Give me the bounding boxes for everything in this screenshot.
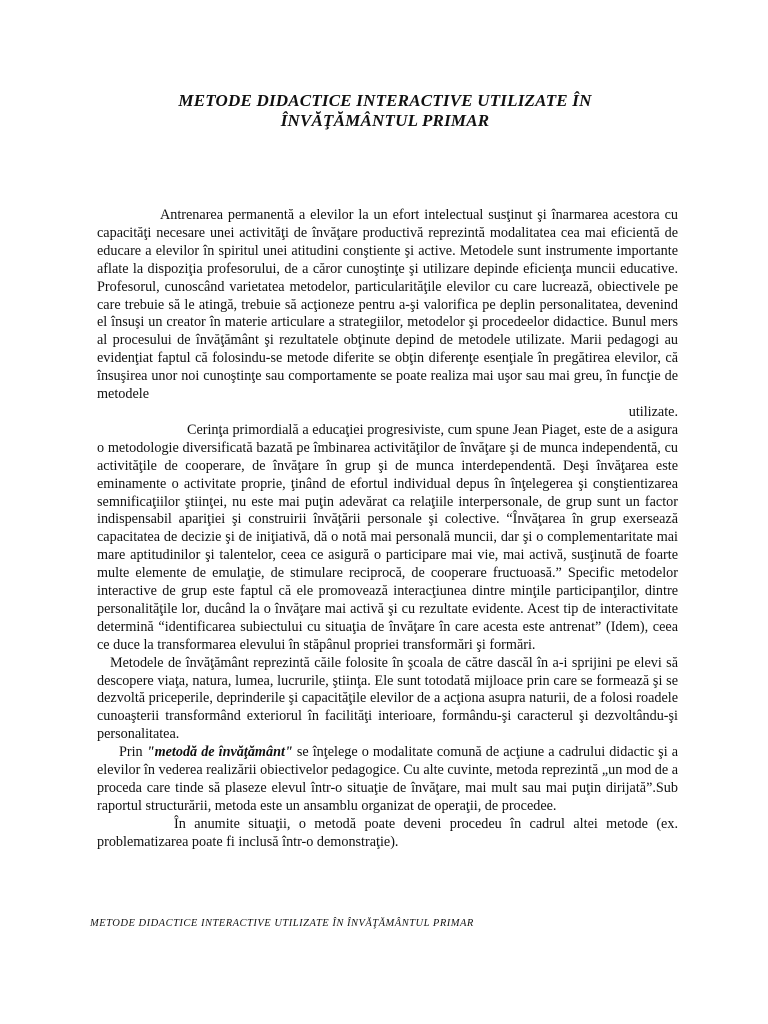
paragraph-1-end: utilizate. (628, 403, 678, 420)
title-line-1: METODE DIDACTICE INTERACTIVE UTILIZATE ÎN (178, 91, 592, 110)
paragraph-4-text: se înţelege o modalitate comună de acţiune a cadrului didactic şi a elevilor în vederea realizării obiectivelor pedagogice. Cu alte cuvinte, metoda reprezintă „un mod de a proceda care tinde să plaseze elevul într-o situaţie de învăţare, mai mult sau mai puţin dirijată”.Sub raportul structurării, metoda este un ansamblu organizat de operaţii, de procedee. (97, 744, 678, 814)
paragraph-4-prefix: Prin (119, 744, 147, 761)
document-body (97, 207, 678, 852)
paragraph-3: Metodele de învăţământ reprezintă căile folosite în şcoala de către dascăl în a-i sprijini pe elevi să descopere viaţa, natura, lumea, lucrurile, ştiinţa. Ele sunt totodată mijloace prin care se formează şi se dezvoltă priceperile, deprinderile şi capacităţile elevilor de a acţiona asupra naturii, de a folosi roadele cunoaşterii transformând exteriorul în facilităţi interioare, formându-şi caracterul şi dezvoltându-şi personalitatea. (97, 654, 678, 743)
method-term: "metodă de învăţământ" (146, 744, 293, 761)
title-line-2: ÎNVĂŢĂMÂNTUL PRIMAR (280, 111, 490, 130)
paragraph-1: Antrenarea permanentă a elevilor la un efort intelectual susţinut şi înarmarea acestora cu capacităţi necesare unei activităţi de învăţare productivă reprezintă modalitatea cea mai eficientă de educare a elevilor în spiritul unei atitudini conştiente şi active. Metodele sunt instrumente importante aflate la dispoziţia profesorului, de a căror cunoştinţe şi utilizare depinde eficienţa muncii educative. Profesorul, cunoscând varietatea metodelor, particularităţile elevilor cu care lucrează, obiectivele pe care trebuie să le atingă, trebuie să acţioneze pentru a-şi valorifica pe deplin personalitatea, devenind el însuşi un creator în materie articulare a strategiilor, metodelor şi procedeelor didactice. Bunul mers al procesului de învăţământ şi rezultatele obţinute depind de metodele utilizate. Marii pedagogi au evidenţiat faptul că folosindu-se metode diferite se obţin diferenţe esenţiale în pregătirea elevilor, că însuşirea unor noi cunoştinţe sau comportamente se poate realiza mai uşor sau mai greu, în funcţie de metodele (97, 207, 678, 403)
document-title (100, 91, 670, 131)
paragraph-5: În anumite situaţii, o metodă poate deveni procedeu în cadrul altei metode (ex. problematizarea poate fi inclusă într-o demonstraţie). (97, 815, 678, 850)
page-footer: METODE DIDACTICE INTERACTIVE UTILIZATE ÎN ÎNVĂŢĂMÂNTUL PRIMAR (90, 918, 474, 929)
paragraph-4 (97, 744, 678, 816)
paragraph-2: Cerinţa primordială a educaţiei progresiviste, cum spune Jean Piaget, este de a asigura o metodologie diversificată bazată pe îmbinarea activităţilor de învăţare şi de munca independentă, cu activităţile de cooperare, de învăţare în grup şi de munca interdependentă. Deşi învăţarea este eminamente o activitate proprie, ţinând de efortul individual depus în înţelegerea şi conştientizarea semnificaţiilor ştiinţei, nu este mai puţin adevărat ca relaţiile interpersonale, de grup sunt un factor indispensabil apariţiei şi construirii învăţării personale şi colective. “Învăţarea în grup exersează capacitatea de decizie şi de iniţiativă, dă o notă mai personală muncii, dar şi o complementaritate mai mare aptitudinilor şi talentelor, ceea ce asigură o participare mai vie, mai activă, susţinută de foarte multe elemente de emulaţie, de stimulare reciprocă, de cooperare fructuoasă.” Specific metodelor interactive de grup este faptul că ele promovează interacţiunea dintre minţile participanţilor, dintre personalităţile lor, ducând la o învăţare mai activă şi cu rezultate evidente. Acest tip de interactivitate determină “identificarea subiectului cu situaţia de învăţare în care acesta este antrenat” (Idem), ceea ce duce la transformarea elevului în stăpânul propriei transformări şi formări. (97, 421, 678, 653)
